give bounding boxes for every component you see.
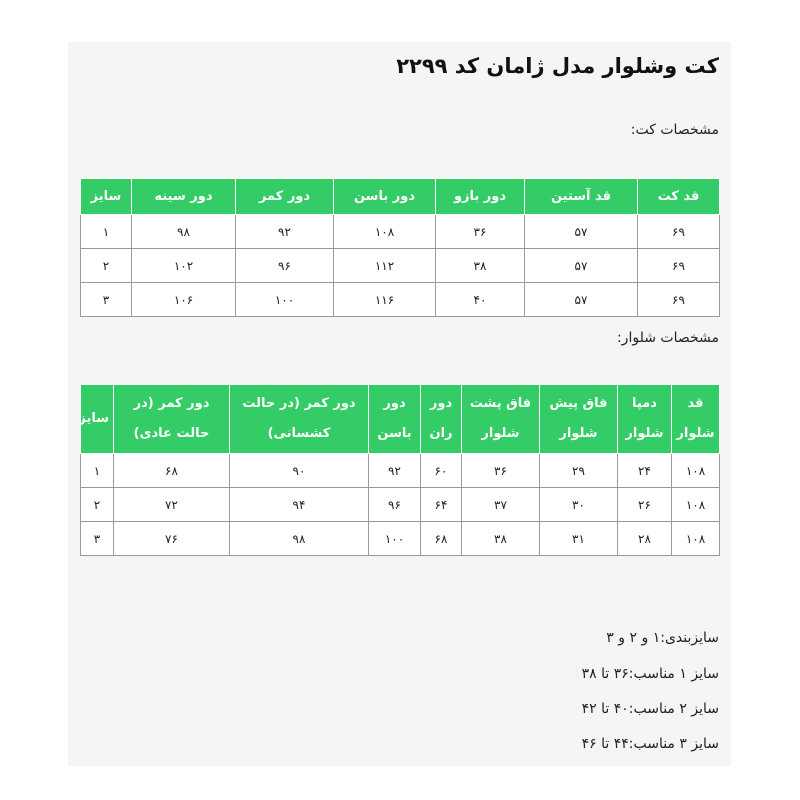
table-cell: ۶۸ bbox=[421, 522, 462, 556]
column-header: دمپا شلوار bbox=[618, 385, 672, 454]
table-cell: ۱ bbox=[81, 454, 114, 488]
table-cell: ۶۹ bbox=[638, 283, 720, 317]
table-cell: ۶۰ bbox=[421, 454, 462, 488]
table-cell: ۱۰۸ bbox=[672, 488, 720, 522]
column-header: دور ران bbox=[421, 385, 462, 454]
table-cell: ۱ bbox=[81, 215, 132, 249]
column-header: فاق پشت شلوار bbox=[462, 385, 540, 454]
column-header: قد کت bbox=[638, 179, 720, 215]
table-cell: ۹۰ bbox=[230, 454, 369, 488]
table-cell: ۳۱ bbox=[540, 522, 618, 556]
jacket-specs-label: مشخصات کت: bbox=[630, 122, 719, 138]
table-row bbox=[81, 215, 720, 249]
table-row bbox=[81, 454, 720, 488]
table-cell: ۲۴ bbox=[618, 454, 672, 488]
table-cell: ۲۹ bbox=[540, 454, 618, 488]
column-header: قد شلوار bbox=[672, 385, 720, 454]
table-cell: ۳۶ bbox=[462, 454, 540, 488]
table-cell: ۲ bbox=[81, 249, 132, 283]
table-cell: ۶۸ bbox=[114, 454, 230, 488]
table-cell: ۱۰۸ bbox=[672, 522, 720, 556]
pants-size-table bbox=[80, 384, 720, 556]
table-cell: ۲۶ bbox=[618, 488, 672, 522]
product-description-panel bbox=[68, 42, 731, 766]
table-header-row bbox=[81, 179, 720, 215]
size-1-note: سایز ۱ مناسب:۳۶ تا ۳۸ bbox=[581, 666, 719, 682]
jacket-size-table bbox=[80, 178, 720, 317]
table-row bbox=[81, 488, 720, 522]
sizing-note: سایزبندی:۱ و ۲ و ۳ bbox=[606, 630, 719, 646]
table-cell: ۹۴ bbox=[230, 488, 369, 522]
column-header: دور باسن bbox=[334, 179, 436, 215]
table-row bbox=[81, 522, 720, 556]
column-header: دور کمر (در حالت کشسانی) bbox=[230, 385, 369, 454]
table-cell: ۳۸ bbox=[436, 249, 525, 283]
column-header: دور بازو bbox=[436, 179, 525, 215]
table-cell: ۹۲ bbox=[236, 215, 334, 249]
table-cell: ۹۲ bbox=[369, 454, 421, 488]
table-cell: ۳۸ bbox=[462, 522, 540, 556]
pants-specs-label: مشخصات شلوار: bbox=[616, 330, 719, 346]
page-title: کت وشلوار مدل ژامان کد ۲۲۹۹ bbox=[396, 54, 719, 78]
column-header: دور کمر (در حالت عادی) bbox=[114, 385, 230, 454]
table-cell: ۳۰ bbox=[540, 488, 618, 522]
table-cell: ۷۶ bbox=[114, 522, 230, 556]
column-header: قد آستین bbox=[525, 179, 638, 215]
table-cell: ۳۷ bbox=[462, 488, 540, 522]
table-cell: ۴۰ bbox=[436, 283, 525, 317]
table-cell: ۳ bbox=[81, 283, 132, 317]
table-cell: ۵۷ bbox=[525, 249, 638, 283]
table-cell: ۱۰۲ bbox=[132, 249, 236, 283]
table-cell: ۹۶ bbox=[236, 249, 334, 283]
table-cell: ۱۱۶ bbox=[334, 283, 436, 317]
table-cell: ۷۲ bbox=[114, 488, 230, 522]
column-header: فاق پیش شلوار bbox=[540, 385, 618, 454]
table-cell: ۱۰۸ bbox=[672, 454, 720, 488]
table-cell: ۶۹ bbox=[638, 215, 720, 249]
table-cell: ۹۸ bbox=[230, 522, 369, 556]
column-header: سایز bbox=[81, 385, 114, 454]
table-cell: ۱۰۰ bbox=[236, 283, 334, 317]
table-row bbox=[81, 249, 720, 283]
table-row bbox=[81, 283, 720, 317]
size-2-note: سایز ۲ مناسب:۴۰ تا ۴۲ bbox=[581, 701, 719, 717]
table-cell: ۱۱۲ bbox=[334, 249, 436, 283]
table-cell: ۳ bbox=[81, 522, 114, 556]
table-cell: ۱۰۸ bbox=[334, 215, 436, 249]
table-cell: ۱۰۶ bbox=[132, 283, 236, 317]
table-cell: ۲۸ bbox=[618, 522, 672, 556]
column-header: دور باسن bbox=[369, 385, 421, 454]
column-header: دور کمر bbox=[236, 179, 334, 215]
table-cell: ۹۸ bbox=[132, 215, 236, 249]
table-cell: ۶۹ bbox=[638, 249, 720, 283]
table-cell: ۲ bbox=[81, 488, 114, 522]
table-cell: ۵۷ bbox=[525, 215, 638, 249]
table-cell: ۱۰۰ bbox=[369, 522, 421, 556]
column-header: سایز bbox=[81, 179, 132, 215]
table-cell: ۳۶ bbox=[436, 215, 525, 249]
table-cell: ۶۴ bbox=[421, 488, 462, 522]
table-cell: ۵۷ bbox=[525, 283, 638, 317]
size-3-note: سایز ۳ مناسب:۴۴ تا ۴۶ bbox=[581, 736, 719, 752]
column-header: دور سینه bbox=[132, 179, 236, 215]
table-cell: ۹۶ bbox=[369, 488, 421, 522]
table-header-row bbox=[81, 385, 720, 454]
